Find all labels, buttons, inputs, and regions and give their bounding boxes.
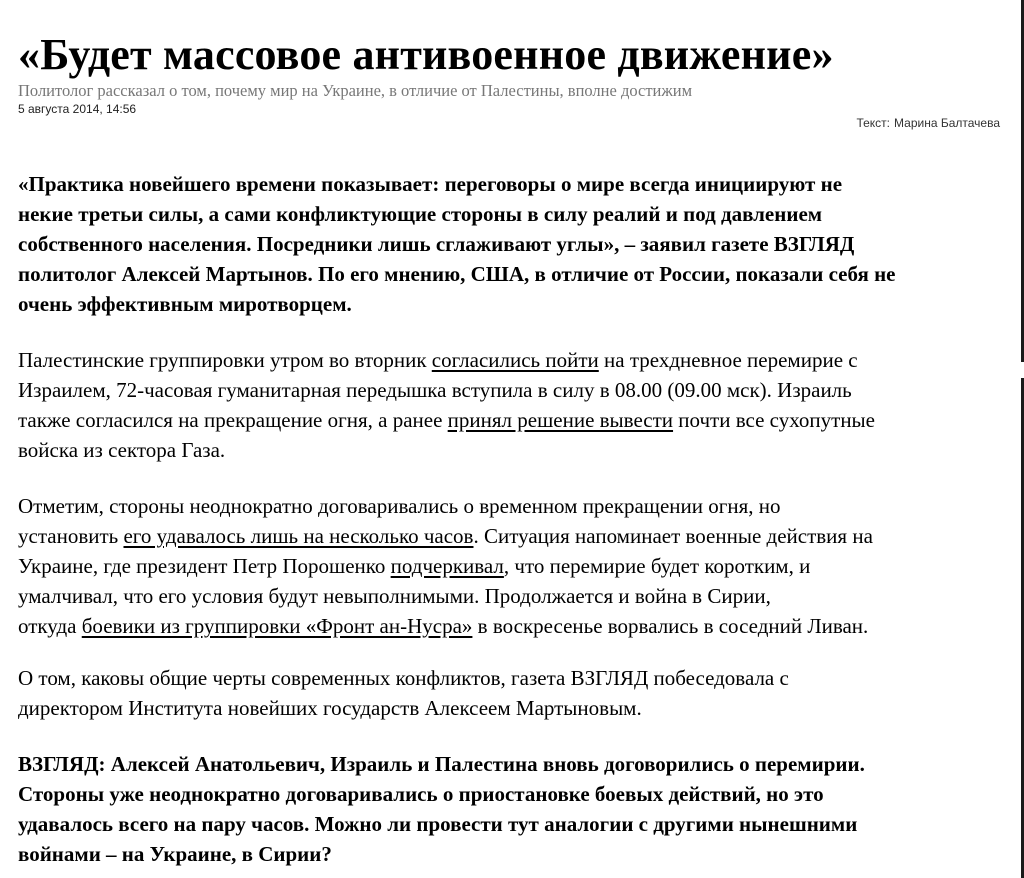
link-agreed-to-truce[interactable]: согласились пойти xyxy=(431,348,599,372)
body-line: О том, каковы общие черты современных конфликтов, газета ВЗГЛЯД побеседовала с xyxy=(18,666,789,690)
link-poroshenko-emphasized[interactable]: подчеркивал xyxy=(390,554,504,578)
body-text: Украине, где президент Петр Порошенко xyxy=(18,554,391,578)
body-line xyxy=(18,551,1004,581)
link-nusra-front[interactable]: боевики из группировки «Фронт ан-Нусра» xyxy=(81,614,473,638)
body-paragraph-3 xyxy=(18,663,1004,723)
body-line: Израилем, 72-часовая гуманитарная передышка вступила в силу в 08.00 (09.00 мск). Израиль xyxy=(18,378,852,402)
question-line: Стороны уже неоднократно договаривались о приостановке боевых действий, но это xyxy=(18,782,824,806)
body-text: также согласился на прекращение огня, а ранее xyxy=(18,408,448,432)
lead-line: политолог Алексей Мартынов. По его мнению, США, в отличие от России, показали себя не xyxy=(18,262,896,286)
body-text: почти все сухопутные xyxy=(673,408,875,432)
question-line: удавалось всего на пару часов. Можно ли провести тут аналогии с другими нынешними xyxy=(18,812,858,836)
author-byline xyxy=(856,115,1000,131)
author-name: Марина Балтачева xyxy=(894,116,1000,130)
article-subtitle: Политолог рассказал о том, почему мир на Украине, в отличие от Палестины, вполне достижим xyxy=(18,81,693,100)
body-text: на трехдневное перемирие с xyxy=(598,348,858,372)
lead-line: очень эффективным миротворцем. xyxy=(18,292,352,316)
publish-date: 5 августа 2014, 14:56 xyxy=(18,102,137,116)
body-line xyxy=(18,521,1004,551)
author-label: Текст: xyxy=(856,116,891,130)
body-line: директором Института новейших государств Алексеем Мартыновым. xyxy=(18,696,642,720)
lead-paragraph xyxy=(18,169,1004,319)
body-text: откуда xyxy=(18,614,82,638)
body-paragraph-2 xyxy=(18,491,1004,641)
lead-line: некие третьи силы, а сами конфликтующие стороны в силу реалий и под давлением xyxy=(18,202,823,226)
body-line xyxy=(18,345,1004,375)
body-line: Отметим, стороны неоднократно договаривались о временном прекращении огня, но xyxy=(18,494,781,518)
body-text: в воскресенье ворвались в соседний Ливан. xyxy=(472,614,869,638)
body-text: установить xyxy=(18,524,124,548)
body-line xyxy=(18,405,1004,435)
lead-line: собственного населения. Посредники лишь сглаживают углы», – заявил газете ВЗГЛЯД xyxy=(18,232,855,256)
interview-question xyxy=(18,749,1004,869)
lead-line: «Практика новейшего времени показывает: переговоры о мире всегда инициируют не xyxy=(18,172,843,196)
body-text: . Ситуация напоминает военные действия на xyxy=(473,524,873,548)
body-line: войска из сектора Газа. xyxy=(18,438,226,462)
question-line: ВЗГЛЯД: Алексей Анатольевич, Израиль и Палестина вновь договорились о перемирии. xyxy=(18,752,865,776)
body-paragraph-1 xyxy=(18,345,1004,465)
link-few-hours[interactable]: его удавалось лишь на несколько часов xyxy=(123,524,474,548)
question-line: войнами – на Украине, в Сирии? xyxy=(18,842,332,866)
body-line: умалчивал, что его условия будут невыполнимыми. Продолжается и война в Сирии, xyxy=(18,584,771,608)
link-withdrawal-decision[interactable]: принял решение вывести xyxy=(447,408,674,432)
article-headline: «Будет массовое антивоенное движение» xyxy=(18,30,834,79)
body-line xyxy=(18,611,1004,641)
body-text: Палестинские группировки утром во вторник xyxy=(18,348,432,372)
body-text: , что перемирие будет коротким, и xyxy=(503,554,811,578)
